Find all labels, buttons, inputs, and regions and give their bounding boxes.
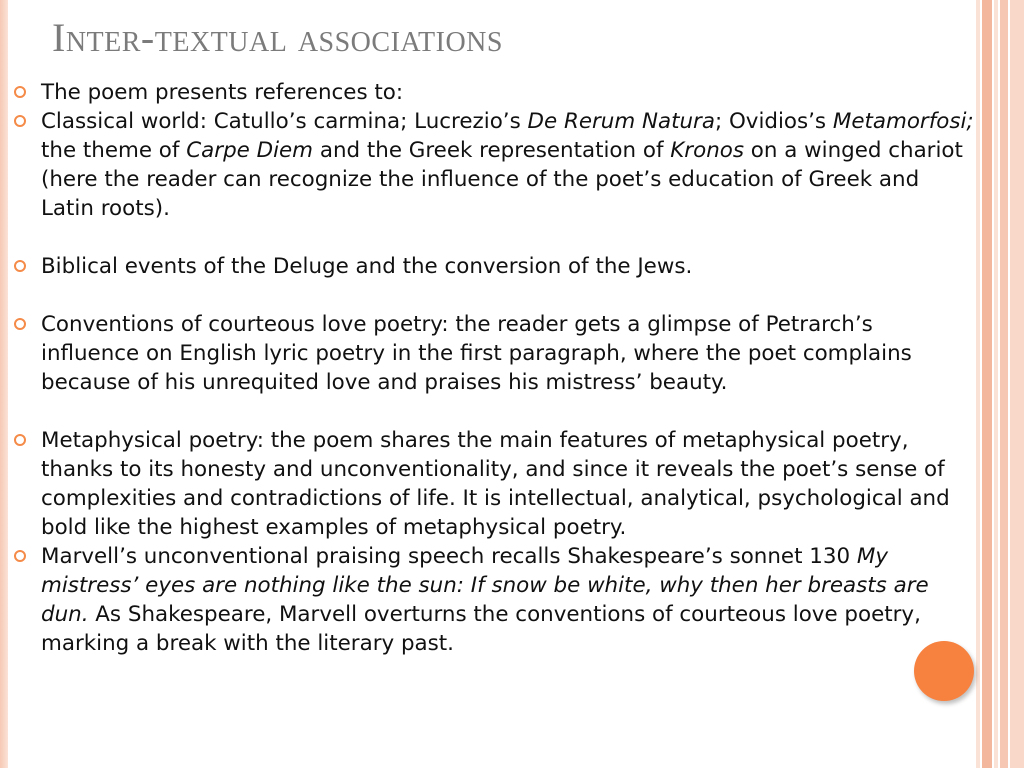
bullet-text: the theme of [41, 138, 187, 163]
italic-text: De Rerum Natura [527, 109, 715, 134]
right-decorative-stripes [976, 0, 1024, 768]
bullet-text: Marvell’s unconventional praising speech recalls Shakespeare’s sonnet 130 [41, 544, 857, 569]
left-decorative-band [0, 0, 8, 768]
slide-content [14, 78, 974, 658]
bullet-item [14, 426, 974, 542]
bullet-text: ; Ovidios’s [714, 109, 833, 134]
bullet-text: on a winged chariot (here the reader can recognize the influence of the poet’s education of Greek and Latin roots). [41, 138, 963, 221]
bullet-text: Biblical events of the Deluge and the conversion of the Jews. [41, 254, 693, 279]
hollow-circle-bullet-icon [14, 86, 26, 98]
italic-text: Kronos [670, 138, 744, 163]
slide-title: Inter-textual associations [52, 15, 503, 60]
hollow-circle-bullet-icon [14, 434, 26, 446]
paragraph-spacer [14, 223, 974, 252]
italic-text: My mistress’ eyes are nothing like the sun: If snow be white, why then her breasts are dun. [41, 544, 929, 627]
bullet-text: Metaphysical poetry: the poem shares the main features of metaphysical poetry, thanks to its honesty and unconventionality, and since it reveals the poet’s sense of complexities and contradictions of life. It is intellectual, analytical, psychological and bold like the highest examples of metaphysical poetry. [41, 428, 950, 540]
bullet-text: Classical world: Catullo’s carmina; Lucrezio’s [41, 109, 528, 134]
paragraph-spacer [14, 397, 974, 426]
hollow-circle-bullet-icon [14, 115, 26, 127]
bullet-item [14, 252, 974, 281]
hollow-circle-bullet-icon [14, 260, 26, 272]
italic-text: Metamorfosi; [832, 109, 974, 134]
bullet-item [14, 78, 974, 107]
bullet-text: The poem presents references to: [41, 80, 404, 105]
bullet-item [14, 107, 974, 223]
bullet-item [14, 310, 974, 397]
paragraph-spacer [14, 281, 974, 310]
hollow-circle-bullet-icon [14, 550, 26, 562]
bullet-text: and the Greek representation of [313, 138, 671, 163]
bullet-item [14, 542, 974, 658]
italic-text: Carpe Diem [186, 138, 314, 163]
bullet-text: Conventions of courteous love poetry: the reader gets a glimpse of Petrarch’s influence on English lyric poetry in the first paragraph, where the poet complains because of his unrequited love and praises his mistress’ beauty. [41, 312, 912, 395]
hollow-circle-bullet-icon [14, 318, 26, 330]
bullet-text: As Shakespeare, Marvell overturns the conventions of courteous love poetry, marking a break with the literary past. [41, 602, 921, 656]
orange-circle-decoration [914, 641, 974, 701]
